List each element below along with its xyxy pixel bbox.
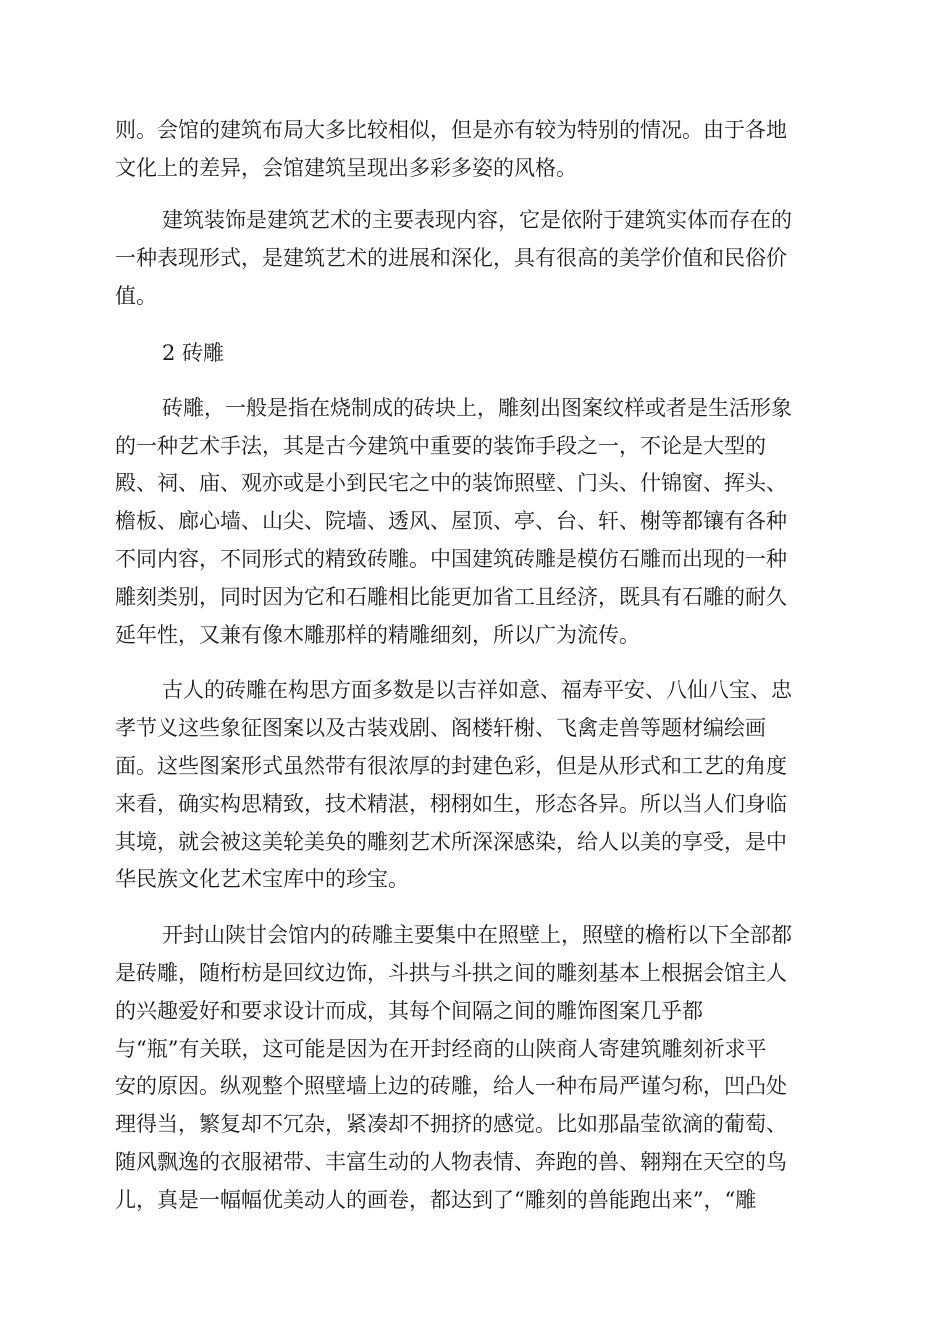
paragraph-5-line-1: 开封山陕甘会馆内的砖雕主要集中在照壁上，照壁的檐桁以下全部都 (162, 923, 792, 947)
paragraph-4-line-6: 华民族文化艺术宝库中的珍宝。 (115, 867, 409, 891)
paragraph-4-line-2: 孝节义这些象征图案以及古装戏剧、阁楼轩榭、飞禽走兽等题材编绘画 (115, 716, 766, 740)
paragraph-5-line-5: 安的原因。纵观整个照壁墙上边的砖雕，给人一种布局严谨匀称，凹凸处 (115, 1074, 787, 1098)
paragraph-5-line-4: 与“瓶”有关联，这可能是因为在开封经商的山陕商人寄建筑雕刻祈求平 (115, 1037, 767, 1061)
paragraph-5-line-6: 理得当，繁复却不冗杂，紧凑却不拥挤的感觉。比如那晶莹欲滴的葡萄、 (115, 1112, 787, 1136)
paragraph-4-line-1: 古人的砖雕在构思方面多数是以吉祥如意、福寿平安、八仙八宝、忠 (162, 678, 792, 702)
paragraph-1-line-2: 文化上的差异，会馆建筑呈现出多彩多姿的风格。 (115, 156, 577, 180)
paragraph-3-line-6: 雕刻类别，同时因为它和石雕相比能更加省工且经济，既具有石雕的耐久 (115, 585, 787, 609)
paragraph-2-line-2: 一种表现形式，是建筑艺术的进展和深化，具有很高的美学价值和民俗价 (115, 246, 787, 270)
paragraph-2-line-1: 建筑装饰是建筑艺术的主要表现内容，它是依附于建筑实体而存在的 (162, 208, 792, 232)
paragraph-5-line-3: 的兴趣爱好和要求设计而成，其每个间隔之间的雕饰图案几乎都 (115, 999, 703, 1023)
paragraph-4-line-3: 面。这些图案形式虽然带有很浓厚的封建色彩，但是从形式和工艺的角度 (115, 754, 787, 778)
paragraph-3-line-2: 的一种艺术手法，其是古今建筑中重要的装饰手段之一，不论是大型的 (115, 434, 766, 458)
paragraph-1-line-1: 则。会馆的建筑布局大多比较相似，但是亦有较为特别的情况。由于各地 (115, 118, 787, 142)
paragraph-4-line-4: 来看，确实构思精致，技术精湛，栩栩如生，形态各异。所以当人们身临 (115, 792, 787, 816)
paragraph-4-line-5: 其境，就会被这美轮美奂的雕刻艺术所深深感染，给人以美的享受，是中 (115, 830, 787, 854)
paragraph-5-line-7: 随风飘逸的衣服裙带、丰富生动的人物表情、奔跑的兽、翱翔在天空的鸟 (115, 1150, 787, 1174)
section-heading: 2 砖雕 (162, 341, 225, 365)
paragraph-5-line-8: 儿，真是一幅幅优美动人的画卷，都达到了“雕刻的兽能跑出来”，“雕 (115, 1188, 757, 1212)
paragraph-3-line-3: 殿、祠、庙、观亦或是小到民宅之中的装饰照壁、门头、什锦窗、挥头、 (115, 471, 787, 495)
paragraph-3-line-5: 不同内容，不同形式的精致砖雕。中国建筑砖雕是模仿石雕而出现的一种 (115, 547, 787, 571)
paragraph-5-line-2: 是砖雕，随桁枋是回纹边饰，斗拱与斗拱之间的雕刻基本上根据会馆主人 (115, 961, 787, 985)
paragraph-3-line-4: 檐板、廊心墙、山尖、院墙、透风、屋顶、亭、台、轩、榭等都镶有各种 (115, 509, 787, 533)
paragraph-2-line-3: 值。 (115, 284, 157, 308)
paragraph-3-line-7: 延年性，又兼有像木雕那样的精雕细刻，所以广为流传。 (115, 623, 640, 647)
paragraph-3-line-1: 砖雕，一般是指在烧制成的砖块上，雕刻出图案纹样或者是生活形象 (162, 396, 792, 420)
